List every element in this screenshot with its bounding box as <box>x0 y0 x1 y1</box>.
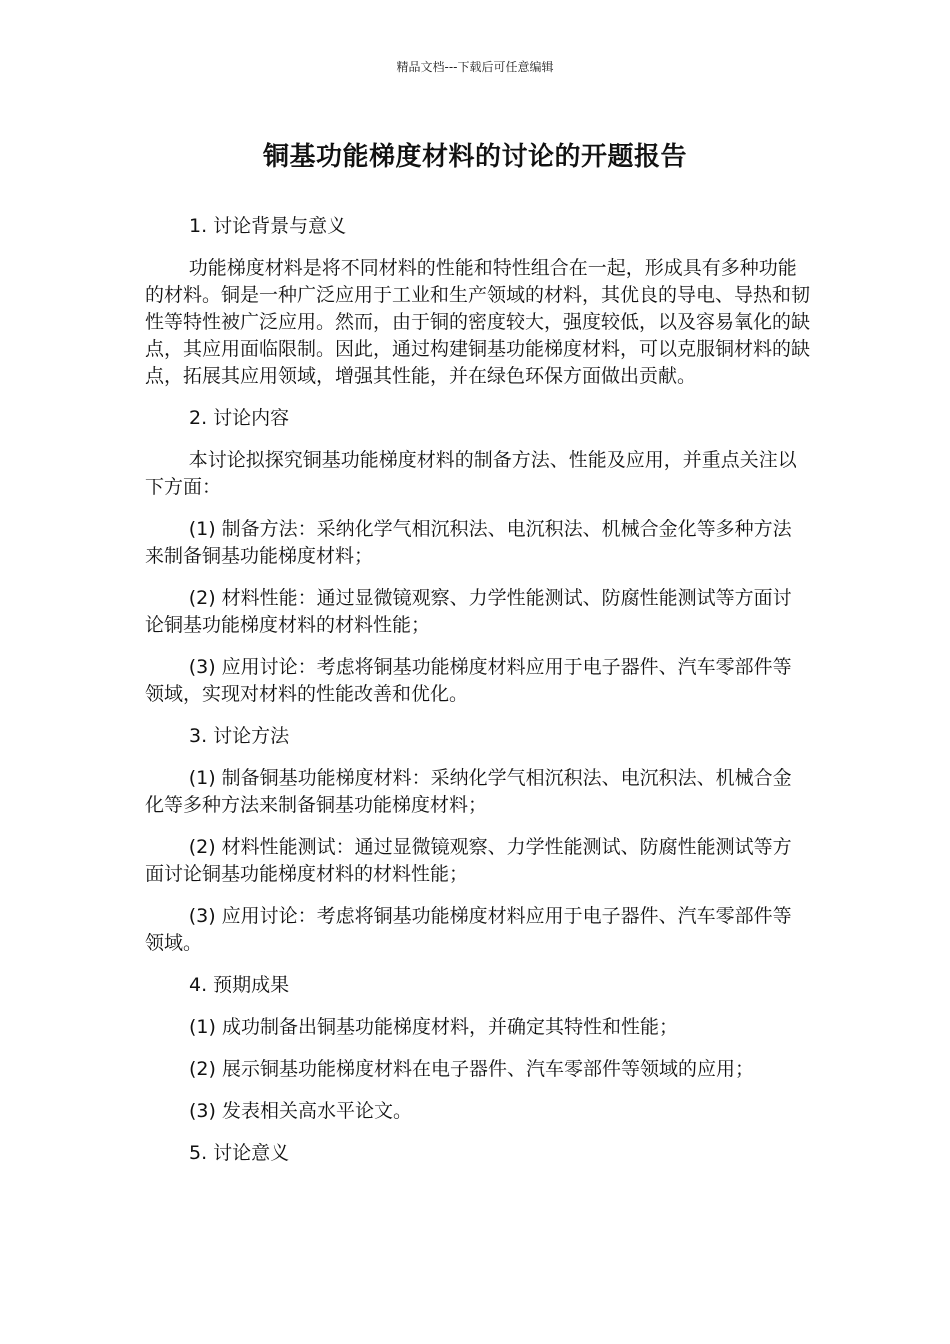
paragraph-background: 功能梯度材料是将不同材料的性能和特性组合在一起，形成具有多种功能的材料。铜是一种广泛应用于工业和生产领域的材料，其优良的导电、导热和韧性等特性被广泛应用。然而，由于铜的密度较大，强度较低，以及容易氧化的缺点，其应用面临限制。因此，通过构建铜基功能梯度材料，可以克服铜材料的缺点，拓展其应用领域，增强其性能，并在绿色环保方面做出贡献。 <box>145 257 811 387</box>
document-body <box>145 213 810 1182</box>
section-heading-content: 2. 讨论内容 <box>189 407 290 429</box>
list-item-method-3: (3) 应用讨论：考虑将铜基功能梯度材料应用于电子器件、汽车零部件等领域。 <box>145 905 792 954</box>
list-item-content-2: (2) 材料性能：通过显微镜观察、力学性能测试、防腐性能测试等方面讨论铜基功能梯度材料的材料性能； <box>145 587 792 636</box>
section-heading-background: 1. 讨论背景与意义 <box>189 215 347 237</box>
section-heading-significance: 5. 讨论意义 <box>189 1142 290 1164</box>
page-header-note: 精品文档---下载后可任意编辑 <box>396 60 554 74</box>
list-item-method-1: (1) 制备铜基功能梯度材料：采纳化学气相沉积法、电沉积法、机械合金化等多种方法来制备铜基功能梯度材料； <box>145 767 792 816</box>
section-heading-method: 3. 讨论方法 <box>189 725 290 747</box>
document-title: 铜基功能梯度材料的讨论的开题报告 <box>262 142 687 172</box>
paragraph-content-intro: 本讨论拟探究铜基功能梯度材料的制备方法、性能及应用，并重点关注以下方面： <box>145 449 797 498</box>
list-item-outcome-1: (1) 成功制备出铜基功能梯度材料，并确定其特性和性能； <box>189 1016 678 1038</box>
list-item-content-1: (1) 制备方法：采纳化学气相沉积法、电沉积法、机械合金化等多种方法来制备铜基功能梯度材料； <box>145 518 792 567</box>
list-item-outcome-3: (3) 发表相关高水平论文。 <box>189 1100 412 1122</box>
list-item-outcome-2: (2) 展示铜基功能梯度材料在电子器件、汽车零部件等领域的应用； <box>189 1058 754 1080</box>
section-heading-outcomes: 4. 预期成果 <box>189 974 290 996</box>
list-item-method-2: (2) 材料性能测试：通过显微镜观察、力学性能测试、防腐性能测试等方面讨论铜基功能梯度材料的材料性能； <box>145 836 792 885</box>
list-item-content-3: (3) 应用讨论：考虑将铜基功能梯度材料应用于电子器件、汽车零部件等领域，实现对材料的性能改善和优化。 <box>145 656 792 705</box>
